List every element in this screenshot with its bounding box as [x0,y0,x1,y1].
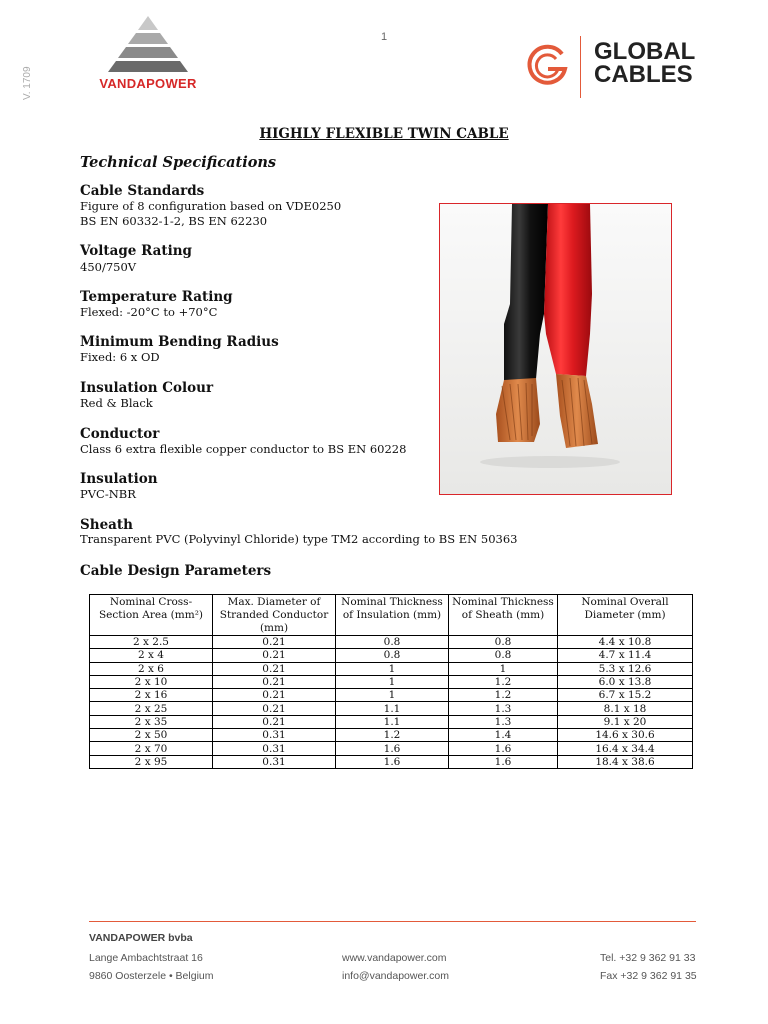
table-cell: 0.21 [213,675,336,688]
table-row [90,662,693,675]
table-cell: 1.2 [449,689,558,702]
table-row [90,649,693,662]
column-header: Nominal Cross-Section Area (mm²) [90,595,213,636]
table-cell: 6.7 x 15.2 [558,689,693,702]
section-heading-sheath: Sheath [80,517,133,533]
table-cell: 0.8 [449,649,558,662]
table-cell: 2 x 10 [90,675,213,688]
footer-tel: Tel. +32 9 362 91 33 [600,952,696,964]
section-heading-insulation-colour: Insulation Colour [80,380,214,396]
table-row [90,755,693,768]
table-cell: 1.6 [449,755,558,768]
section-text: 450/750V [80,260,137,274]
table-cell: 5.3 x 12.6 [558,662,693,675]
column-header: Nominal Thickness of Sheath (mm) [449,595,558,636]
global-cables-logo-icon [524,44,570,90]
table-cell: 0.31 [213,755,336,768]
table-cell: 8.1 x 18 [558,702,693,715]
section-text: Flexed: -20°C to +70°C [80,305,218,319]
table-cell: 6.0 x 13.8 [558,675,693,688]
section-heading-voltage-rating: Voltage Rating [80,243,192,259]
table-cell: 1.1 [336,702,449,715]
table-header-row [90,595,693,636]
column-header: Nominal Overall Diameter (mm) [558,595,693,636]
cable-photo [439,203,672,495]
section-text: Fixed: 6 x OD [80,350,160,364]
footer-divider [89,921,696,922]
section-heading-conductor: Conductor [80,426,160,442]
footer-email: info@vandapower.com [342,970,449,982]
table-row [90,729,693,742]
table-cell: 4.4 x 10.8 [558,636,693,649]
table-cell: 0.21 [213,649,336,662]
footer-address-line1: Lange Ambachtstraat 16 [89,952,203,964]
table-body [90,636,693,769]
table-cell: 2 x 35 [90,715,213,728]
table-cell: 1.2 [449,675,558,688]
table-cell: 2 x 70 [90,742,213,755]
table-row [90,675,693,688]
table-cell: 1.6 [449,742,558,755]
table-cell: 2 x 16 [90,689,213,702]
section-heading-insulation: Insulation [80,471,158,487]
table-cell: 16.4 x 34.4 [558,742,693,755]
table-cell: 2 x 25 [90,702,213,715]
table-cell: 1.4 [449,729,558,742]
table-cell: 1.2 [336,729,449,742]
section-text: Figure of 8 configuration based on VDE0250 [80,199,342,213]
section-text: Red & Black [80,396,153,410]
table-row [90,689,693,702]
cable-photo-icon [440,204,671,494]
table-row [90,702,693,715]
table-cell: 1 [336,689,449,702]
global-cables-line2: CABLES [594,61,693,88]
logo-divider [580,36,581,98]
footer-fax: Fax +32 9 362 91 35 [600,970,697,982]
section-text: PVC-NBR [80,487,136,501]
table-cell: 1.6 [336,755,449,768]
table-cell: 1 [449,662,558,675]
section-text: BS EN 60332-1-2, BS EN 62230 [80,214,268,228]
table-cell: 1.1 [336,715,449,728]
table-cell: 2 x 50 [90,729,213,742]
table-cell: 1 [336,662,449,675]
footer-company: VANDAPOWER bvba [89,932,193,944]
vandapower-wordmark: VANDAPOWER [99,76,197,91]
column-header: Nominal Thickness of Insulation (mm) [336,595,449,636]
section-text: Class 6 extra flexible copper conductor to BS EN 60228 [80,442,407,456]
table-cell: 2 x 6 [90,662,213,675]
table-cell: 0.21 [213,715,336,728]
table-cell: 0.8 [336,636,449,649]
footer-website: www.vandapower.com [342,952,447,964]
table-cell: 9.1 x 20 [558,715,693,728]
global-cables-line1: GLOBAL [594,38,696,65]
table-cell: 0.8 [336,649,449,662]
footer-address-line2: 9860 Oosterzele • Belgium [89,970,214,982]
table-cell: 1.3 [449,715,558,728]
section-heading-minimum-bending-radius: Minimum Bending Radius [80,334,279,350]
table-cell: 4.7 x 11.4 [558,649,693,662]
cable-design-parameters-table [89,594,693,769]
table-cell: 0.21 [213,702,336,715]
table-cell: 0.21 [213,636,336,649]
table-cell: 2 x 4 [90,649,213,662]
table-cell: 1.6 [336,742,449,755]
table-cell: 2 x 2.5 [90,636,213,649]
table-row [90,715,693,728]
table-row [90,742,693,755]
global-cables-wordmark [594,40,695,86]
table-cell: 2 x 95 [90,755,213,768]
table-cell: 0.21 [213,689,336,702]
section-heading-cable-standards: Cable Standards [80,183,205,199]
section-heading-temperature-rating: Temperature Rating [80,289,233,305]
page-number: 1 [380,31,388,43]
version-label: V. 1709 [22,66,33,100]
table-cell: 1.3 [449,702,558,715]
technical-specifications-heading: Technical Specifications [80,154,277,171]
table-cell: 0.31 [213,742,336,755]
table-cell: 0.21 [213,662,336,675]
document-title: HIGHLY FLEXIBLE TWIN CABLE [259,126,509,142]
table-heading: Cable Design Parameters [80,563,272,579]
table-cell: 0.31 [213,729,336,742]
section-text: Transparent PVC (Polyvinyl Chloride) type TM2 according to BS EN 50363 [80,532,518,546]
table-row [90,636,693,649]
table-cell: 18.4 x 38.6 [558,755,693,768]
table-cell: 1 [336,675,449,688]
table-cell: 0.8 [449,636,558,649]
table-cell: 14.6 x 30.6 [558,729,693,742]
column-header: Max. Diameter of Stranded Conductor (mm) [213,595,336,636]
